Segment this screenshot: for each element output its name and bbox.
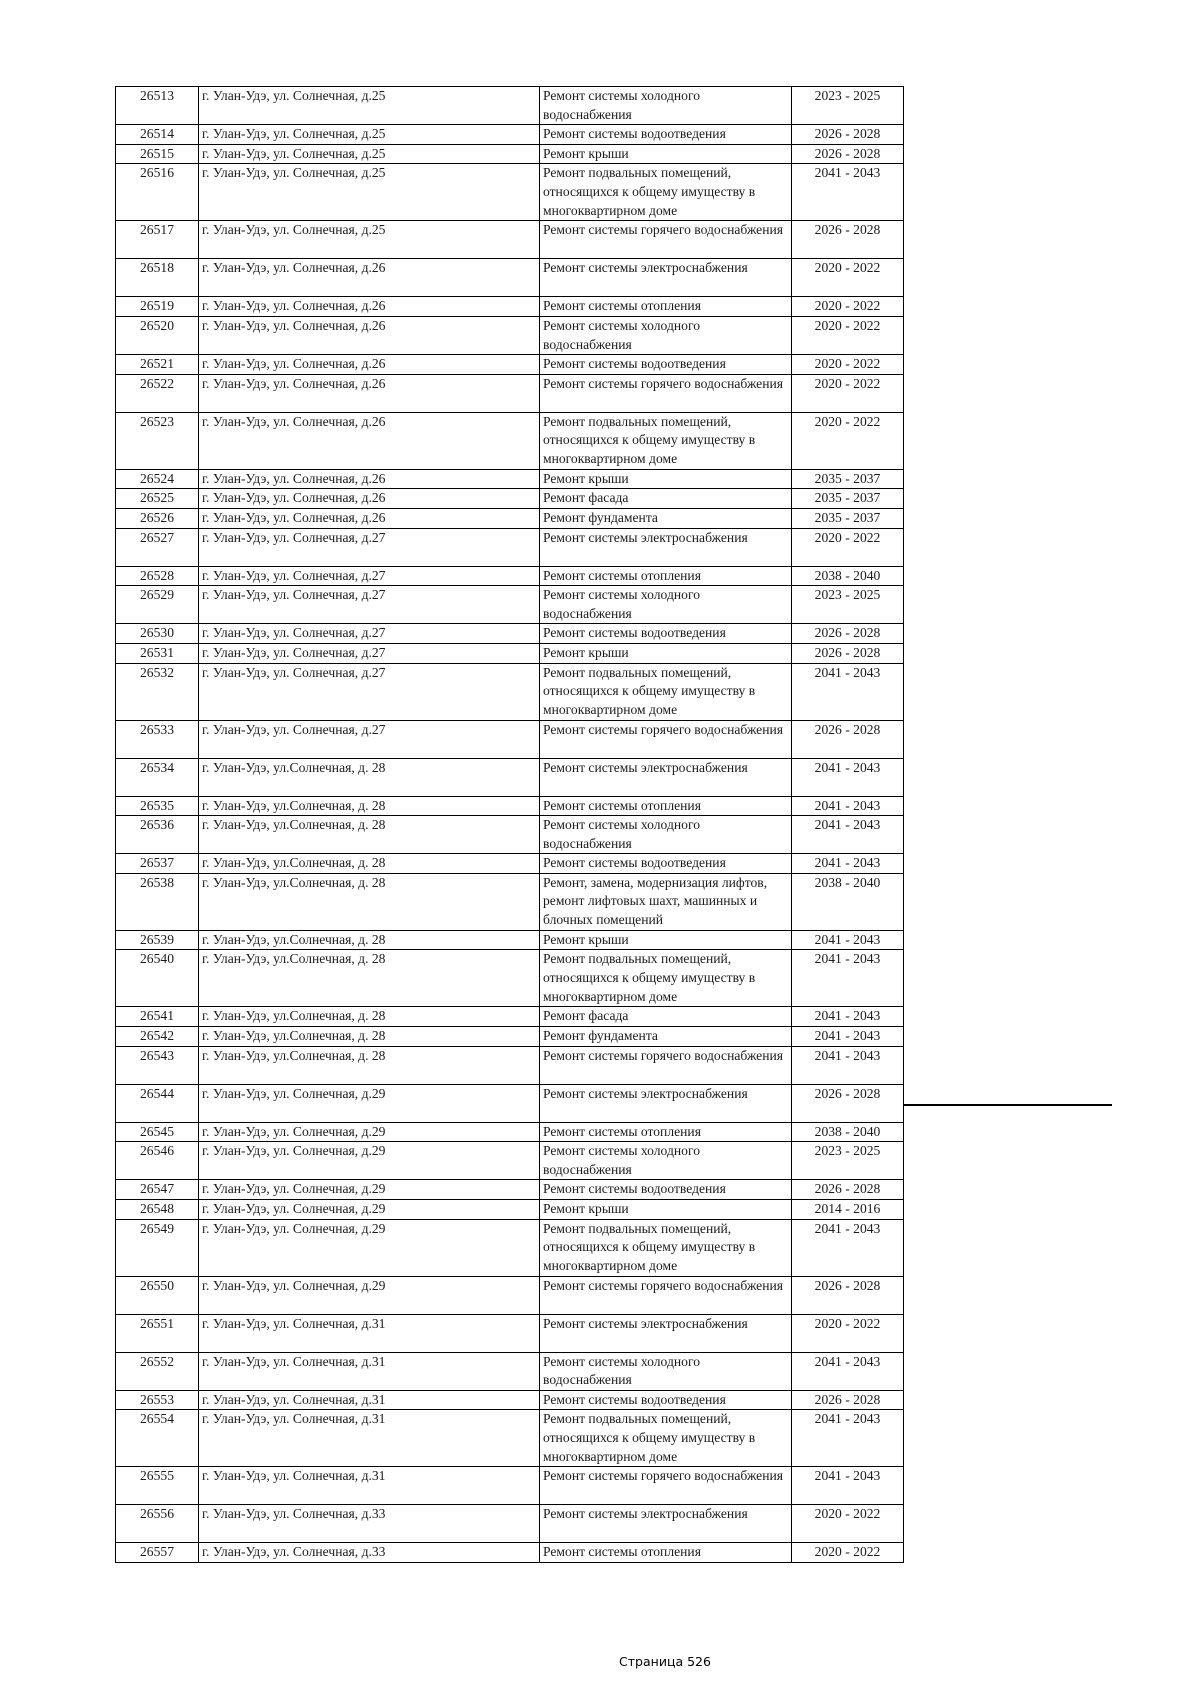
row-work-type: Ремонт системы водоотведения xyxy=(540,854,792,874)
table-row xyxy=(116,297,904,317)
row-number: 26540 xyxy=(116,950,199,1007)
table-row xyxy=(116,164,904,221)
row-address: г. Улан-Удэ, ул. Солнечная, д.26 xyxy=(199,259,540,297)
table-row xyxy=(116,1122,904,1142)
row-work-type: Ремонт системы водоотведения xyxy=(540,125,792,145)
row-period: 2041 - 2043 xyxy=(792,816,904,854)
row-work-type: Ремонт системы горячего водоснабжения xyxy=(540,720,792,758)
table-row xyxy=(116,221,904,259)
row-number: 26537 xyxy=(116,854,199,874)
table-row xyxy=(116,1410,904,1467)
row-period: 2041 - 2043 xyxy=(792,1027,904,1047)
table-row xyxy=(116,624,904,644)
row-work-type: Ремонт фасада xyxy=(540,489,792,509)
row-period: 2041 - 2043 xyxy=(792,1410,904,1467)
row-address: г. Улан-Удэ, ул. Солнечная, д.26 xyxy=(199,297,540,317)
row-work-type: Ремонт системы отопления xyxy=(540,566,792,586)
row-address: г. Улан-Удэ, ул. Солнечная, д.25 xyxy=(199,87,540,125)
row-work-type: Ремонт системы электроснабжения xyxy=(540,1505,792,1543)
row-work-type: Ремонт системы холодного водоснабжения xyxy=(540,1352,792,1390)
row-work-type: Ремонт крыши xyxy=(540,144,792,164)
row-number: 26535 xyxy=(116,796,199,816)
row-period: 2020 - 2022 xyxy=(792,316,904,354)
repair-schedule-table xyxy=(115,86,904,1563)
row-number: 26519 xyxy=(116,297,199,317)
row-number: 26547 xyxy=(116,1180,199,1200)
row-address: г. Улан-Удэ, ул. Солнечная, д.29 xyxy=(199,1276,540,1314)
row-work-type: Ремонт системы водоотведения xyxy=(540,355,792,375)
row-work-type: Ремонт крыши xyxy=(540,1200,792,1220)
row-work-type: Ремонт подвальных помещений, относящихся к общему имуществу в многоквартирном доме xyxy=(540,1410,792,1467)
table-row xyxy=(116,528,904,566)
row-work-type: Ремонт системы электроснабжения xyxy=(540,528,792,566)
row-address: г. Улан-Удэ, ул. Солнечная, д.27 xyxy=(199,566,540,586)
row-number: 26531 xyxy=(116,643,199,663)
row-work-type: Ремонт системы водоотведения xyxy=(540,624,792,644)
row-work-type: Ремонт фундамента xyxy=(540,508,792,528)
table-row xyxy=(116,720,904,758)
row-address: г. Улан-Удэ, ул. Солнечная, д.27 xyxy=(199,624,540,644)
row-address: г. Улан-Удэ, ул. Солнечная, д.25 xyxy=(199,164,540,221)
row-address: г. Улан-Удэ, ул. Солнечная, д.29 xyxy=(199,1084,540,1122)
row-period: 2026 - 2028 xyxy=(792,624,904,644)
table-row xyxy=(116,144,904,164)
horizontal-rule xyxy=(903,1104,1112,1106)
table-row xyxy=(116,1276,904,1314)
row-number: 26533 xyxy=(116,720,199,758)
row-work-type: Ремонт подвальных помещений, относящихся к общему имуществу в многоквартирном доме xyxy=(540,1219,792,1276)
row-number: 26550 xyxy=(116,1276,199,1314)
row-period: 2026 - 2028 xyxy=(792,144,904,164)
row-work-type: Ремонт системы холодного водоснабжения xyxy=(540,1142,792,1180)
table-body xyxy=(116,87,904,1563)
table-row xyxy=(116,489,904,509)
row-period: 2014 - 2016 xyxy=(792,1200,904,1220)
row-number: 26520 xyxy=(116,316,199,354)
row-address: г. Улан-Удэ, ул. Солнечная, д.31 xyxy=(199,1314,540,1352)
row-work-type: Ремонт системы электроснабжения xyxy=(540,259,792,297)
row-address: г. Улан-Удэ, ул. Солнечная, д.31 xyxy=(199,1390,540,1410)
row-period: 2026 - 2028 xyxy=(792,643,904,663)
table-row xyxy=(116,663,904,720)
table-row xyxy=(116,1200,904,1220)
row-address: г. Улан-Удэ, ул.Солнечная, д. 28 xyxy=(199,930,540,950)
row-address: г. Улан-Удэ, ул. Солнечная, д.27 xyxy=(199,663,540,720)
row-number: 26529 xyxy=(116,586,199,624)
row-number: 26516 xyxy=(116,164,199,221)
table-row xyxy=(116,566,904,586)
row-address: г. Улан-Удэ, ул. Солнечная, д.29 xyxy=(199,1200,540,1220)
row-work-type: Ремонт системы отопления xyxy=(540,796,792,816)
row-period: 2020 - 2022 xyxy=(792,412,904,469)
row-period: 2035 - 2037 xyxy=(792,469,904,489)
table-row xyxy=(116,1007,904,1027)
row-address: г. Улан-Удэ, ул. Солнечная, д.25 xyxy=(199,144,540,164)
row-work-type: Ремонт, замена, модернизация лифтов, ремонт лифтовых шахт, машинных и блочных помещений xyxy=(540,873,792,930)
row-work-type: Ремонт системы отопления xyxy=(540,1543,792,1563)
table-row xyxy=(116,1084,904,1122)
table-row xyxy=(116,796,904,816)
row-work-type: Ремонт системы горячего водоснабжения xyxy=(540,221,792,259)
table-row xyxy=(116,1467,904,1505)
row-address: г. Улан-Удэ, ул.Солнечная, д. 28 xyxy=(199,816,540,854)
row-work-type: Ремонт подвальных помещений, относящихся к общему имуществу в многоквартирном доме xyxy=(540,663,792,720)
row-address: г. Улан-Удэ, ул. Солнечная, д.26 xyxy=(199,489,540,509)
table-row xyxy=(116,1027,904,1047)
table-row xyxy=(116,1390,904,1410)
table-row xyxy=(116,1314,904,1352)
row-address: г. Улан-Удэ, ул. Солнечная, д.31 xyxy=(199,1410,540,1467)
table-row xyxy=(116,816,904,854)
row-address: г. Улан-Удэ, ул. Солнечная, д.26 xyxy=(199,355,540,375)
row-number: 26528 xyxy=(116,566,199,586)
row-address: г. Улан-Удэ, ул. Солнечная, д.26 xyxy=(199,469,540,489)
row-address: г. Улан-Удэ, ул.Солнечная, д. 28 xyxy=(199,1046,540,1084)
row-number: 26556 xyxy=(116,1505,199,1543)
row-period: 2041 - 2043 xyxy=(792,950,904,1007)
table-row xyxy=(116,374,904,412)
row-address: г. Улан-Удэ, ул.Солнечная, д. 28 xyxy=(199,796,540,816)
row-work-type: Ремонт подвальных помещений, относящихся к общему имуществу в многоквартирном доме xyxy=(540,164,792,221)
row-work-type: Ремонт системы горячего водоснабжения xyxy=(540,1046,792,1084)
row-work-type: Ремонт системы горячего водоснабжения xyxy=(540,1276,792,1314)
row-address: г. Улан-Удэ, ул. Солнечная, д.27 xyxy=(199,643,540,663)
row-number: 26544 xyxy=(116,1084,199,1122)
row-work-type: Ремонт системы холодного водоснабжения xyxy=(540,87,792,125)
row-number: 26518 xyxy=(116,259,199,297)
row-work-type: Ремонт системы электроснабжения xyxy=(540,1084,792,1122)
row-period: 2041 - 2043 xyxy=(792,1219,904,1276)
row-address: г. Улан-Удэ, ул. Солнечная, д.33 xyxy=(199,1505,540,1543)
table-row xyxy=(116,87,904,125)
table-row xyxy=(116,950,904,1007)
row-period: 2023 - 2025 xyxy=(792,1142,904,1180)
row-period: 2026 - 2028 xyxy=(792,1276,904,1314)
row-address: г. Улан-Удэ, ул. Солнечная, д.26 xyxy=(199,412,540,469)
row-number: 26541 xyxy=(116,1007,199,1027)
table-row xyxy=(116,355,904,375)
table-row xyxy=(116,316,904,354)
row-period: 2038 - 2040 xyxy=(792,873,904,930)
row-number: 26546 xyxy=(116,1142,199,1180)
row-number: 26521 xyxy=(116,355,199,375)
row-period: 2020 - 2022 xyxy=(792,259,904,297)
row-period: 2038 - 2040 xyxy=(792,1122,904,1142)
row-number: 26553 xyxy=(116,1390,199,1410)
row-address: г. Улан-Удэ, ул. Солнечная, д.25 xyxy=(199,221,540,259)
row-period: 2041 - 2043 xyxy=(792,1467,904,1505)
row-address: г. Улан-Удэ, ул. Солнечная, д.27 xyxy=(199,720,540,758)
row-work-type: Ремонт системы холодного водоснабжения xyxy=(540,816,792,854)
row-number: 26536 xyxy=(116,816,199,854)
row-address: г. Улан-Удэ, ул.Солнечная, д. 28 xyxy=(199,758,540,796)
row-address: г. Улан-Удэ, ул. Солнечная, д.26 xyxy=(199,374,540,412)
row-number: 26530 xyxy=(116,624,199,644)
table-row xyxy=(116,873,904,930)
row-work-type: Ремонт системы отопления xyxy=(540,1122,792,1142)
row-period: 2026 - 2028 xyxy=(792,1180,904,1200)
table-row xyxy=(116,854,904,874)
row-number: 26557 xyxy=(116,1543,199,1563)
row-number: 26513 xyxy=(116,87,199,125)
row-period: 2020 - 2022 xyxy=(792,1505,904,1543)
row-address: г. Улан-Удэ, ул. Солнечная, д.29 xyxy=(199,1142,540,1180)
table-row xyxy=(116,125,904,145)
row-number: 26552 xyxy=(116,1352,199,1390)
row-number: 26539 xyxy=(116,930,199,950)
row-work-type: Ремонт крыши xyxy=(540,643,792,663)
row-period: 2020 - 2022 xyxy=(792,1543,904,1563)
row-number: 26526 xyxy=(116,508,199,528)
row-period: 2041 - 2043 xyxy=(792,758,904,796)
row-work-type: Ремонт системы горячего водоснабжения xyxy=(540,1467,792,1505)
row-period: 2020 - 2022 xyxy=(792,1314,904,1352)
row-period: 2020 - 2022 xyxy=(792,297,904,317)
table-row xyxy=(116,1543,904,1563)
table-row xyxy=(116,1180,904,1200)
row-number: 26543 xyxy=(116,1046,199,1084)
row-address: г. Улан-Удэ, ул. Солнечная, д.26 xyxy=(199,508,540,528)
row-work-type: Ремонт системы холодного водоснабжения xyxy=(540,316,792,354)
row-period: 2041 - 2043 xyxy=(792,663,904,720)
row-work-type: Ремонт системы горячего водоснабжения xyxy=(540,374,792,412)
row-address: г. Улан-Удэ, ул. Солнечная, д.27 xyxy=(199,528,540,566)
row-address: г. Улан-Удэ, ул. Солнечная, д.29 xyxy=(199,1180,540,1200)
table-row xyxy=(116,1352,904,1390)
row-address: г. Улан-Удэ, ул. Солнечная, д.31 xyxy=(199,1352,540,1390)
row-number: 26517 xyxy=(116,221,199,259)
row-period: 2041 - 2043 xyxy=(792,164,904,221)
row-address: г. Улан-Удэ, ул. Солнечная, д.26 xyxy=(199,316,540,354)
row-work-type: Ремонт системы водоотведения xyxy=(540,1180,792,1200)
row-period: 2026 - 2028 xyxy=(792,221,904,259)
row-number: 26522 xyxy=(116,374,199,412)
row-work-type: Ремонт системы электроснабжения xyxy=(540,1314,792,1352)
row-work-type: Ремонт крыши xyxy=(540,469,792,489)
row-work-type: Ремонт подвальных помещений, относящихся к общему имуществу в многоквартирном доме xyxy=(540,412,792,469)
row-address: г. Улан-Удэ, ул. Солнечная, д.31 xyxy=(199,1467,540,1505)
row-period: 2026 - 2028 xyxy=(792,125,904,145)
row-period: 2026 - 2028 xyxy=(792,1390,904,1410)
row-number: 26549 xyxy=(116,1219,199,1276)
row-address: г. Улан-Удэ, ул. Солнечная, д.25 xyxy=(199,125,540,145)
row-period: 2035 - 2037 xyxy=(792,489,904,509)
row-number: 26524 xyxy=(116,469,199,489)
row-period: 2023 - 2025 xyxy=(792,586,904,624)
row-period: 2020 - 2022 xyxy=(792,374,904,412)
row-work-type: Ремонт подвальных помещений, относящихся к общему имуществу в многоквартирном доме xyxy=(540,950,792,1007)
row-address: г. Улан-Удэ, ул. Солнечная, д.29 xyxy=(199,1219,540,1276)
row-number: 26515 xyxy=(116,144,199,164)
row-number: 26551 xyxy=(116,1314,199,1352)
row-number: 26545 xyxy=(116,1122,199,1142)
row-address: г. Улан-Удэ, ул.Солнечная, д. 28 xyxy=(199,1027,540,1047)
row-period: 2020 - 2022 xyxy=(792,528,904,566)
row-number: 26548 xyxy=(116,1200,199,1220)
row-period: 2038 - 2040 xyxy=(792,566,904,586)
row-period: 2023 - 2025 xyxy=(792,87,904,125)
row-period: 2041 - 2043 xyxy=(792,1007,904,1027)
row-address: г. Улан-Удэ, ул. Солнечная, д.33 xyxy=(199,1543,540,1563)
row-period: 2026 - 2028 xyxy=(792,720,904,758)
row-address: г. Улан-Удэ, ул.Солнечная, д. 28 xyxy=(199,854,540,874)
row-number: 26538 xyxy=(116,873,199,930)
row-work-type: Ремонт фундамента xyxy=(540,1027,792,1047)
row-address: г. Улан-Удэ, ул. Солнечная, д.29 xyxy=(199,1122,540,1142)
table-row xyxy=(116,1219,904,1276)
row-address: г. Улан-Удэ, ул.Солнечная, д. 28 xyxy=(199,950,540,1007)
row-work-type: Ремонт крыши xyxy=(540,930,792,950)
table-row xyxy=(116,1046,904,1084)
row-period: 2020 - 2022 xyxy=(792,355,904,375)
row-period: 2035 - 2037 xyxy=(792,508,904,528)
row-address: г. Улан-Удэ, ул.Солнечная, д. 28 xyxy=(199,873,540,930)
row-number: 26532 xyxy=(116,663,199,720)
table-row xyxy=(116,643,904,663)
row-period: 2041 - 2043 xyxy=(792,796,904,816)
table-row xyxy=(116,586,904,624)
row-period: 2041 - 2043 xyxy=(792,1352,904,1390)
row-number: 26525 xyxy=(116,489,199,509)
row-work-type: Ремонт фасада xyxy=(540,1007,792,1027)
table-row xyxy=(116,469,904,489)
table-row xyxy=(116,412,904,469)
row-number: 26534 xyxy=(116,758,199,796)
row-work-type: Ремонт системы электроснабжения xyxy=(540,758,792,796)
row-address: г. Улан-Удэ, ул. Солнечная, д.27 xyxy=(199,586,540,624)
table-row xyxy=(116,930,904,950)
row-work-type: Ремонт системы холодного водоснабжения xyxy=(540,586,792,624)
table-row xyxy=(116,259,904,297)
row-work-type: Ремонт системы водоотведения xyxy=(540,1390,792,1410)
table-row xyxy=(116,508,904,528)
row-number: 26542 xyxy=(116,1027,199,1047)
row-period: 2041 - 2043 xyxy=(792,854,904,874)
row-period: 2041 - 2043 xyxy=(792,930,904,950)
row-number: 26523 xyxy=(116,412,199,469)
page-number: Страница 526 xyxy=(619,1654,711,1669)
row-period: 2026 - 2028 xyxy=(792,1084,904,1122)
row-number: 26554 xyxy=(116,1410,199,1467)
row-number: 26514 xyxy=(116,125,199,145)
row-address: г. Улан-Удэ, ул.Солнечная, д. 28 xyxy=(199,1007,540,1027)
table-row xyxy=(116,758,904,796)
table-row xyxy=(116,1505,904,1543)
row-number: 26527 xyxy=(116,528,199,566)
row-period: 2041 - 2043 xyxy=(792,1046,904,1084)
row-number: 26555 xyxy=(116,1467,199,1505)
table-row xyxy=(116,1142,904,1180)
row-work-type: Ремонт системы отопления xyxy=(540,297,792,317)
